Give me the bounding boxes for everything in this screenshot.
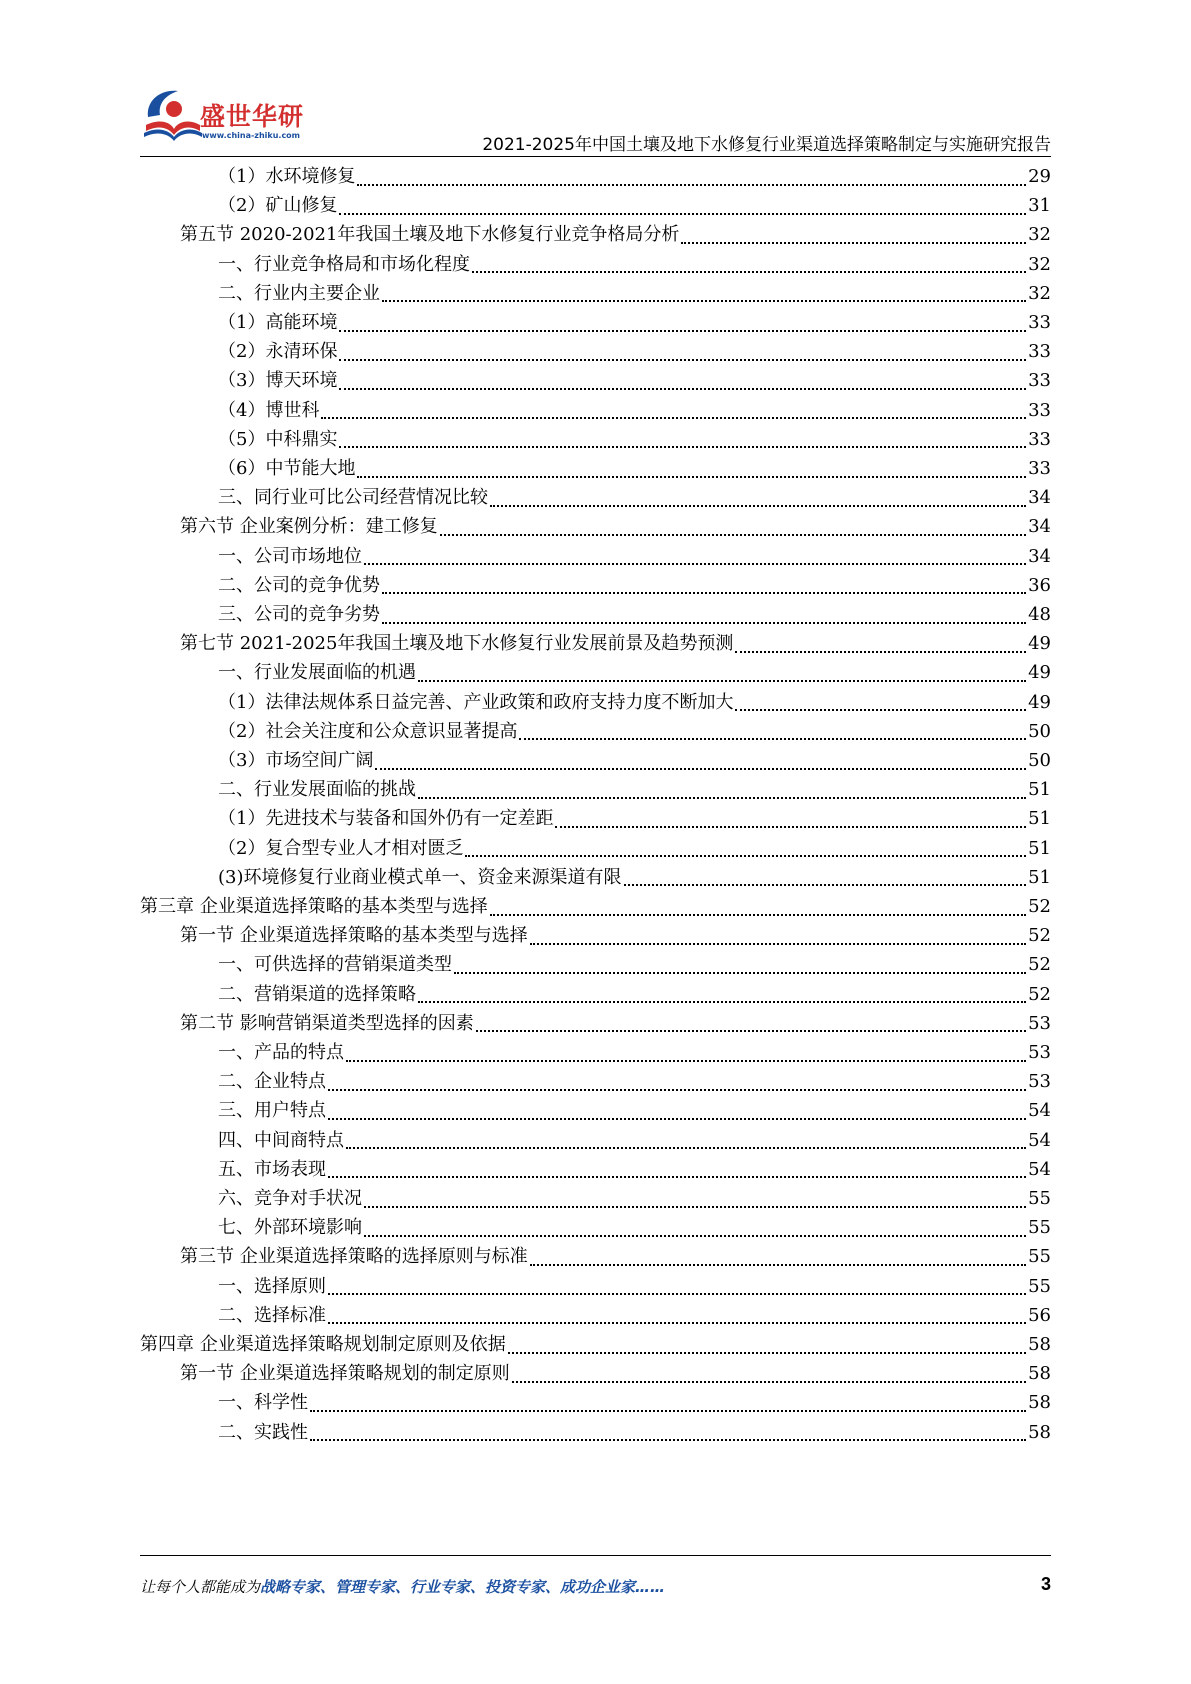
toc-entry-page: 54 — [1028, 1158, 1051, 1180]
toc-dot-leader — [382, 300, 1026, 302]
toc-entry[interactable] — [180, 1358, 1051, 1389]
toc-entry-title: （1）水环境修复 — [218, 166, 356, 187]
toc-entry[interactable] — [218, 1125, 1051, 1156]
toc-entry-title: 二、营销渠道的选择策略 — [218, 983, 416, 1005]
toc-entry[interactable] — [218, 249, 1051, 280]
footer-slogan-prefix: 让每个人都能成为 — [140, 1578, 261, 1596]
toc-dot-leader — [364, 563, 1026, 565]
toc-entry[interactable] — [218, 541, 1051, 572]
toc-entry-title: 第一节 企业渠道选择策略的基本类型与选择 — [180, 925, 528, 947]
toc-dot-leader — [321, 417, 1026, 419]
toc-entry-page: 32 — [1028, 224, 1051, 246]
toc-entry-title: 一、行业竞争格局和市场化程度 — [218, 253, 470, 275]
toc-dot-leader — [339, 330, 1026, 332]
toc-entry-page: 33 — [1028, 458, 1051, 479]
toc-entry-page: 52 — [1028, 896, 1051, 917]
toc-entry[interactable] — [218, 1387, 1051, 1418]
report-title: 2021-2025年中国土壤及地下水修复行业渠道选择策略制定与实施研究报告 — [482, 135, 1051, 155]
toc-dot-leader — [519, 738, 1026, 740]
toc-entry-page: 58 — [1028, 1363, 1051, 1385]
toc-entry[interactable] — [218, 716, 1051, 747]
toc-entry-page: 52 — [1028, 954, 1051, 976]
toc-dot-leader — [310, 1410, 1026, 1412]
toc-dot-leader — [364, 1206, 1026, 1208]
toc-entry-title: （1）法律法规体系日益完善、产业政策和政府支持力度不断加大 — [218, 691, 734, 713]
toc-entry-title: （6）中节能大地 — [218, 458, 356, 479]
toc-entry-title: （5）中科鼎实 — [218, 428, 338, 450]
toc-entry-page: 34 — [1028, 545, 1051, 567]
toc-dot-leader — [555, 826, 1026, 828]
toc-dot-leader — [328, 1089, 1026, 1091]
toc-entry-title: 第三节 企业渠道选择策略的选择原则与标准 — [180, 1246, 528, 1268]
toc-dot-leader — [382, 592, 1026, 594]
toc-dot-leader — [418, 680, 1026, 682]
toc-entry-page: 49 — [1028, 662, 1051, 684]
toc-entry-page: 55 — [1028, 1217, 1051, 1239]
toc-entry[interactable] — [218, 190, 1051, 221]
toc-entry[interactable] — [218, 1212, 1051, 1243]
toc-entry[interactable] — [218, 161, 1051, 192]
toc-entry[interactable] — [140, 891, 1051, 922]
toc-entry-title: 第三章 企业渠道选择策略的基本类型与选择 — [140, 896, 488, 917]
footer-slogan-highlight: 战略专家、管理专家、行业专家、投资专家、成功企业家…… — [260, 1578, 666, 1596]
toc-entry-page: 34 — [1028, 487, 1051, 509]
toc-entry-page: 51 — [1028, 866, 1051, 888]
toc-entry-page: 34 — [1028, 516, 1051, 538]
toc-entry-page: 51 — [1028, 837, 1051, 859]
toc-entry-title: 第六节 企业案例分析：建工修复 — [180, 516, 438, 538]
toc-entry[interactable] — [180, 1241, 1051, 1272]
toc-entry-title: （3）博天环境 — [218, 370, 338, 392]
toc-entry[interactable] — [218, 833, 1051, 864]
toc-entry[interactable] — [218, 570, 1051, 601]
toc-entry[interactable] — [218, 774, 1051, 805]
toc-entry[interactable] — [140, 1329, 1051, 1360]
toc-dot-leader — [310, 1439, 1026, 1441]
toc-entry[interactable] — [218, 599, 1051, 630]
toc-dot-leader — [328, 1322, 1026, 1324]
toc-entry-page: 50 — [1028, 720, 1051, 742]
toc-entry-page: 50 — [1028, 750, 1051, 771]
toc-dot-leader — [339, 359, 1026, 361]
toc-dot-leader — [454, 972, 1026, 974]
toc-entry-title: 二、选择标准 — [218, 1304, 326, 1326]
toc-entry-page: 51 — [1028, 808, 1051, 830]
page-header — [0, 0, 1191, 160]
toc-entry-title: 二、行业内主要企业 — [218, 282, 380, 304]
toc-dot-leader — [346, 1060, 1026, 1062]
toc-entry[interactable] — [218, 803, 1051, 834]
toc-entry[interactable] — [218, 1417, 1051, 1448]
toc-entry-page: 53 — [1028, 1071, 1051, 1093]
toc-entry-page: 36 — [1028, 574, 1051, 596]
toc-entry-page: 53 — [1028, 1042, 1051, 1063]
toc-entry[interactable] — [218, 424, 1051, 455]
toc-entry-page: 55 — [1028, 1275, 1051, 1297]
toc-entry-page: 53 — [1028, 1012, 1051, 1034]
toc-dot-leader — [735, 709, 1026, 711]
toc-dot-leader — [418, 797, 1026, 799]
toc-entry-title: 二、公司的竞争优势 — [218, 574, 380, 596]
toc-entry[interactable] — [218, 1183, 1051, 1214]
toc-entry[interactable] — [218, 1154, 1051, 1185]
toc-entry-title: （2）复合型专业人才相对匮乏 — [218, 837, 464, 859]
toc-entry[interactable] — [218, 278, 1051, 309]
toc-dot-leader — [508, 1352, 1026, 1354]
toc-entry-title: 第一节 企业渠道选择策略规划的制定原则 — [180, 1363, 510, 1385]
toc-entry-title: 一、可供选择的营销渠道类型 — [218, 954, 452, 976]
toc-entry-page: 58 — [1028, 1392, 1051, 1414]
toc-entry-title: （2）矿山修复 — [218, 195, 338, 217]
toc-entry[interactable] — [218, 745, 1051, 776]
toc-entry-title: 一、产品的特点 — [218, 1042, 344, 1063]
header-divider — [140, 156, 1051, 157]
logo-name: 盛世华研 — [200, 102, 305, 131]
toc-entry-page: 33 — [1028, 428, 1051, 450]
toc-dot-leader — [418, 1001, 1026, 1003]
toc-dot-leader — [339, 388, 1026, 390]
toc-dot-leader — [346, 1147, 1026, 1149]
footer-slogan — [140, 1576, 665, 1597]
toc-entry[interactable] — [218, 949, 1051, 980]
toc-entry-title: （1）高能环境 — [218, 312, 338, 333]
toc-entry-page: 49 — [1028, 691, 1051, 713]
toc-entry-page: 33 — [1028, 312, 1051, 333]
toc-entry[interactable] — [218, 365, 1051, 396]
toc-entry-title: 三、公司的竞争劣势 — [218, 604, 380, 625]
toc-dot-leader — [512, 1381, 1026, 1383]
toc-entry-page: 52 — [1028, 925, 1051, 947]
company-logo — [140, 85, 315, 150]
toc-dot-leader — [375, 768, 1026, 770]
toc-entry-title: 一、选择原则 — [218, 1275, 326, 1297]
toc-entry-page: 55 — [1028, 1246, 1051, 1268]
toc-entry[interactable] — [218, 1271, 1051, 1302]
toc-entry-title: （4）博世科 — [218, 399, 320, 421]
toc-dot-leader — [364, 1235, 1026, 1237]
toc-entry[interactable] — [218, 453, 1051, 484]
toc-dot-leader — [530, 943, 1026, 945]
logo-emblem-icon — [140, 85, 202, 147]
toc-entry-title: 二、行业发展面临的挑战 — [218, 779, 416, 801]
toc-entry-title: 三、用户特点 — [218, 1100, 326, 1122]
toc-dot-leader — [490, 505, 1026, 507]
toc-entry[interactable] — [180, 920, 1051, 951]
toc-entry-page: 33 — [1028, 370, 1051, 392]
toc-dot-leader — [357, 476, 1026, 478]
toc-entry[interactable] — [218, 482, 1051, 513]
toc-dot-leader — [476, 1030, 1026, 1032]
toc-dot-leader — [328, 1293, 1026, 1295]
toc-entry-title: 一、公司市场地位 — [218, 545, 362, 567]
toc-dot-leader — [328, 1118, 1026, 1120]
toc-entry-page: 33 — [1028, 399, 1051, 421]
toc-dot-leader — [357, 184, 1026, 186]
toc-entry-page: 48 — [1028, 604, 1051, 625]
toc-entry[interactable] — [218, 1300, 1051, 1331]
toc-dot-leader — [382, 622, 1026, 624]
toc-dot-leader — [681, 242, 1026, 244]
toc-entry-page: 29 — [1028, 166, 1051, 187]
toc-entry-title: （2）社会关注度和公众意识显著提高 — [218, 720, 518, 742]
toc-entry[interactable] — [218, 1095, 1051, 1126]
toc-entry-page: 52 — [1028, 983, 1051, 1005]
toc-entry-page: 32 — [1028, 282, 1051, 304]
toc-entry-title: （3）市场空间广阔 — [218, 750, 374, 771]
toc-entry-title: 二、企业特点 — [218, 1071, 326, 1093]
toc-entry[interactable] — [218, 979, 1051, 1010]
toc-dot-leader — [440, 534, 1026, 536]
toc-entry-title: 第二节 影响营销渠道类型选择的因素 — [180, 1012, 474, 1034]
toc-entry-title: 一、行业发展面临的机遇 — [218, 662, 416, 684]
toc-dot-leader — [735, 651, 1026, 653]
toc-entry[interactable] — [218, 687, 1051, 718]
toc-entry-title: 一、科学性 — [218, 1392, 308, 1414]
toc-entry-title: 四、中间商特点 — [218, 1129, 344, 1151]
toc-dot-leader — [339, 213, 1026, 215]
toc-entry-title: 五、市场表现 — [218, 1158, 326, 1180]
toc-entry[interactable] — [218, 307, 1051, 338]
toc-entry-page: 32 — [1028, 253, 1051, 275]
toc-entry[interactable] — [218, 1037, 1051, 1068]
toc-entry-page: 31 — [1028, 195, 1051, 217]
toc-entry[interactable] — [218, 657, 1051, 688]
toc-entry-title: 第五节 2020-2021年我国土壤及地下水修复行业竞争格局分析 — [180, 224, 680, 246]
toc-entry-page: 51 — [1028, 779, 1051, 801]
logo-url: www.china-zhiku.com — [202, 131, 301, 140]
toc-entry-page: 58 — [1028, 1421, 1051, 1443]
toc-dot-leader — [530, 1264, 1026, 1266]
toc-entry[interactable] — [180, 511, 1051, 542]
page-number: 3 — [1040, 1574, 1051, 1594]
toc-entry-page: 33 — [1028, 341, 1051, 363]
toc-dot-leader — [328, 1176, 1026, 1178]
toc-entry-title: 七、外部环境影响 — [218, 1217, 362, 1239]
toc-entry[interactable] — [180, 1008, 1051, 1039]
toc-dot-leader — [339, 446, 1026, 448]
toc-dot-leader — [465, 855, 1026, 857]
toc-dot-leader — [472, 271, 1026, 273]
toc-entry-page: 49 — [1028, 633, 1051, 655]
toc-entry-title: 第七节 2021-2025年我国土壤及地下水修复行业发展前景及趋势预测 — [180, 633, 734, 655]
toc-dot-leader — [624, 884, 1027, 886]
toc-entry-page: 55 — [1028, 1188, 1051, 1209]
toc-entry[interactable] — [218, 395, 1051, 426]
toc-entry-title: (3)环境修复行业商业模式单一、资金来源渠道有限 — [218, 866, 622, 888]
toc-entry-page: 54 — [1028, 1129, 1051, 1151]
toc-entry-title: 三、同行业可比公司经营情况比较 — [218, 487, 488, 509]
toc-entry-page: 54 — [1028, 1100, 1051, 1122]
toc-entry[interactable] — [218, 862, 1051, 893]
toc-entry[interactable] — [218, 1066, 1051, 1097]
toc-entry[interactable] — [180, 628, 1051, 659]
toc-entry-title: （1）先进技术与装备和国外仍有一定差距 — [218, 808, 554, 830]
toc-entry[interactable] — [180, 219, 1051, 250]
toc-entry-title: 六、竞争对手状况 — [218, 1188, 362, 1209]
footer-divider — [140, 1555, 1051, 1556]
toc-entry-title: 第四章 企业渠道选择策略规划制定原则及依据 — [140, 1334, 506, 1355]
toc-entry-title: 二、实践性 — [218, 1421, 308, 1443]
toc-dot-leader — [490, 914, 1026, 916]
toc-entry-title: （2）永清环保 — [218, 341, 338, 363]
toc-entry-page: 56 — [1028, 1304, 1051, 1326]
toc-entry-page: 58 — [1028, 1334, 1051, 1355]
toc-entry[interactable] — [218, 336, 1051, 367]
